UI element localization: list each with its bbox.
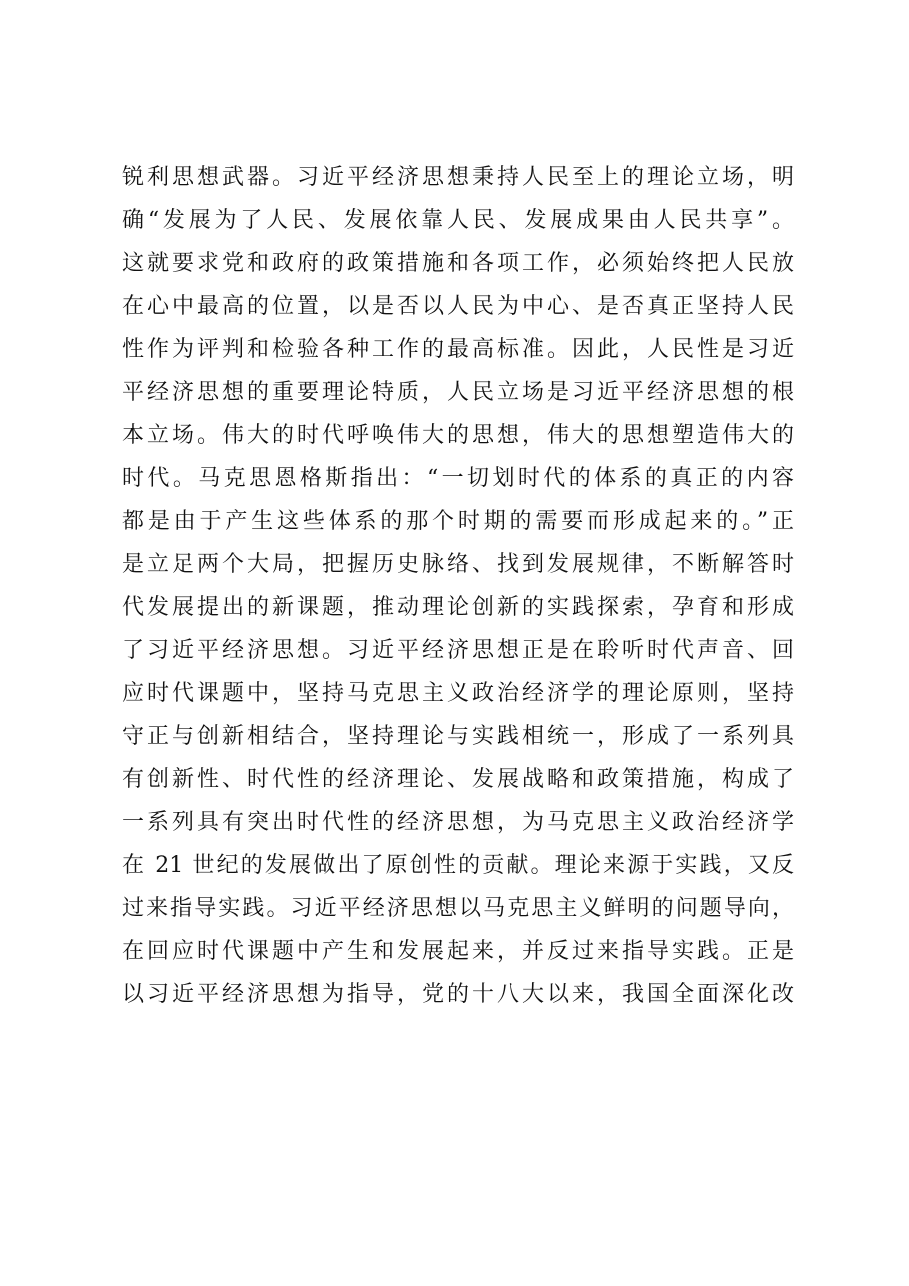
text-line: 确“发展为了人民、发展依靠人民、发展成果由人民共享”。 xyxy=(122,208,794,233)
text-line: 性作为评判和检验各种工作的最高标准。因此，人民性是习近 xyxy=(122,337,794,362)
text-line: 平经济思想的重要理论特质，人民立场是习近平经济思想的根 xyxy=(122,380,794,405)
text-line: 以习近平经济思想为指导，党的十八大以来，我国全面深化改 xyxy=(122,982,794,1007)
text-line: 在 21 世纪的发展做出了原创性的贡献。理论来源于实践，又反 xyxy=(122,853,794,878)
text-line: 本立场。伟大的时代呼唤伟大的思想，伟大的思想塑造伟大的 xyxy=(122,423,794,448)
text-line: 代发展提出的新课题，推动理论创新的实践探索，孕育和形成 xyxy=(122,595,794,620)
text-line: 都是由于产生这些体系的那个时期的需要而形成起来的。”正 xyxy=(122,509,794,534)
text-line: 在心中最高的位置，以是否以人民为中心、是否真正坚持人民 xyxy=(122,294,794,319)
text-line: 了习近平经济思想。习近平经济思想正是在聆听时代声音、回 xyxy=(122,638,794,663)
text-line: 在回应时代课题中产生和发展起来，并反过来指导实践。正是 xyxy=(122,939,794,964)
text-line: 守正与创新相结合，坚持理论与实践相统一，形成了一系列具 xyxy=(122,724,794,749)
text-line: 这就要求党和政府的政策措施和各项工作，必须始终把人民放 xyxy=(122,251,794,276)
text-line: 过来指导实践。习近平经济思想以马克思主义鲜明的问题导向， xyxy=(122,896,794,921)
text-line: 锐利思想武器。习近平经济思想秉持人民至上的理论立场，明 xyxy=(122,165,794,190)
text-line: 有创新性、时代性的经济理论、发展战略和政策措施，构成了 xyxy=(122,767,794,792)
text-line: 一系列具有突出时代性的经济思想，为马克思主义政治经济学 xyxy=(122,810,794,835)
text-line: 是立足两个大局，把握历史脉络、找到发展规律，不断解答时 xyxy=(122,552,794,577)
text-line: 应时代课题中，坚持马克思主义政治经济学的理论原则，坚持 xyxy=(122,681,794,706)
text-line: 时代。马克思恩格斯指出：“一切划时代的体系的真正的内容 xyxy=(122,466,794,491)
